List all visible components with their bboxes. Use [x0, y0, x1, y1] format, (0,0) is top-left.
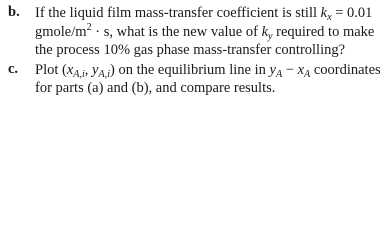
minus-sign: − [282, 62, 298, 78]
item-b-line-3 [35, 41, 345, 59]
units-text: gmole/m [35, 24, 87, 40]
item-c-line-1-end: coordinates [310, 62, 381, 78]
yA-subscript: A [275, 69, 283, 81]
item-b-line-2-end: required to make [272, 24, 375, 40]
y-variable: y [92, 62, 99, 78]
x-subscript: A,i [73, 69, 85, 81]
kx-subscript: x [327, 12, 332, 24]
yA-variable: y [269, 62, 276, 78]
item-marker-c: c. [8, 61, 19, 77]
document-page [0, 0, 381, 96]
ky-variable: k [261, 24, 268, 40]
item-b-line-1-text: If the liquid film mass-transfer coefficient is still [35, 5, 318, 21]
item-b-line-2-text: · s, what is the new value of [91, 24, 258, 40]
xA-subscript: A [304, 69, 311, 81]
xA-variable: x [297, 62, 304, 78]
item-b-line-1 [35, 4, 372, 22]
item-b-line-3-text: the process 10% gas phase mass-transfer controlling? [35, 42, 346, 58]
y-subscript: A,i [98, 69, 111, 81]
kx-value: = 0.01 [331, 5, 373, 21]
item-c-line-1 [35, 61, 381, 79]
item-c-line-2-text: for parts (a) and (b), and compare results. [35, 80, 276, 96]
item-b-line-2 [35, 23, 374, 41]
item-c-line-1-start: Plot ( [35, 62, 67, 78]
item-c-line-1-mid: ) on the equilibrium line in [110, 62, 270, 78]
comma-separator: , [84, 62, 93, 78]
ky-subscript: y [268, 31, 273, 43]
item-c-line-2 [35, 79, 275, 97]
item-marker-b: b. [8, 4, 20, 20]
kx-variable: k [320, 5, 328, 21]
x-variable: x [66, 62, 74, 78]
units-exponent: 2 [86, 21, 92, 33]
